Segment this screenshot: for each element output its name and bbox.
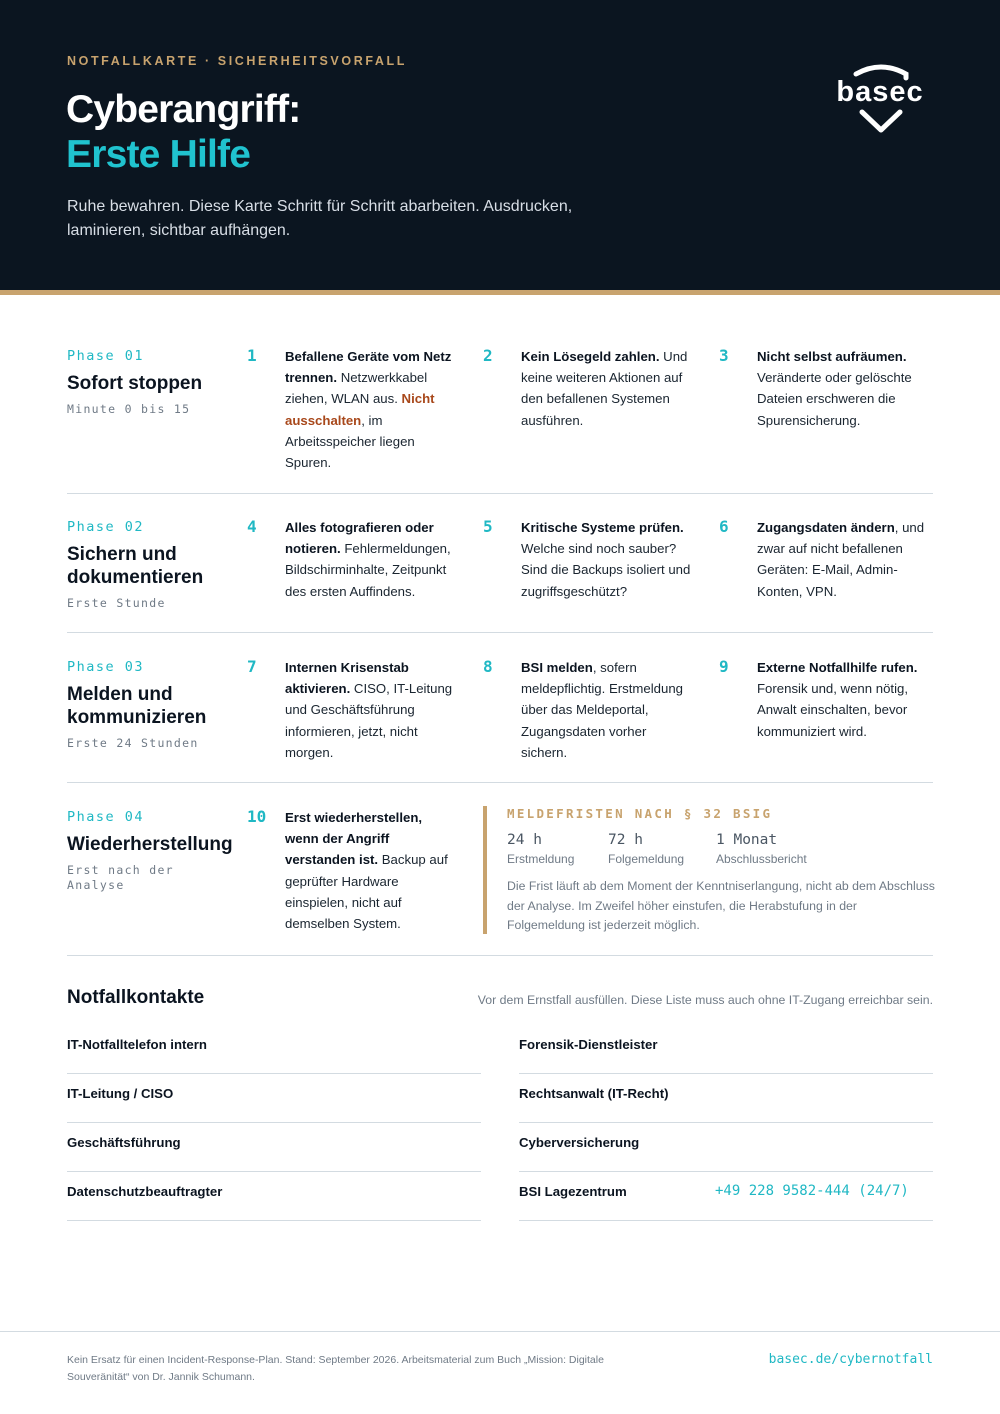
phase-subtitle: Erst nach der Analyse — [67, 863, 174, 892]
phase-subtitle: Minute 0 bis 15 — [67, 402, 191, 416]
logo — [826, 62, 936, 134]
phase-title: Sichern und dokumentieren — [67, 544, 204, 588]
contact-row — [519, 1073, 933, 1123]
header-divider — [0, 290, 1000, 295]
contact-label: Geschäftsführung — [67, 1135, 181, 1150]
step-number: 6 — [719, 517, 729, 536]
contacts-note: Vor dem Ernstfall ausfüllen. Diese Liste muss auch ohne IT-Zugang erreichbar sein. — [477, 993, 933, 1007]
phase-title: Sofort stoppen — [67, 373, 203, 394]
contact-row — [67, 1122, 481, 1172]
divider — [67, 955, 933, 956]
step-text: Internen Krisenstab aktivieren. CISO, IT-Leitung und Geschäftsführung informieren, jetzt, nicht morgen. — [285, 660, 453, 760]
contacts-title: Notfallkontakte — [67, 987, 205, 1008]
deadline-value: 24 h — [507, 832, 542, 848]
step-text: Kein Lösegeld zahlen. Und keine weiteren Aktionen auf den befallenen Systemen ausführen. — [521, 349, 688, 428]
bsi-phone-number: +49 228 9582-444 (24/7) — [715, 1183, 909, 1199]
step-number: 5 — [483, 517, 493, 536]
phase-label: Phase 03 — [67, 659, 145, 675]
contact-label: Datenschutzbeauftragter — [67, 1184, 223, 1199]
contact-row — [519, 1024, 933, 1074]
deadline-item — [716, 832, 807, 866]
phase-title: Wiederherstellung — [67, 834, 233, 855]
step-number: 3 — [719, 346, 729, 365]
phase-subtitle: Erste 24 Stunden — [67, 736, 199, 750]
divider — [67, 782, 933, 783]
step-number: 4 — [247, 517, 257, 536]
deadline-value: 1 Monat — [716, 832, 778, 848]
step-number: 9 — [719, 657, 729, 676]
contact-label: IT-Notfalltelefon intern — [67, 1037, 207, 1052]
contact-label: Rechtsanwalt (IT-Recht) — [519, 1086, 669, 1101]
page-title: Cyberangriff: — [66, 88, 301, 131]
header — [0, 0, 1000, 290]
deadline-value: 72 h — [608, 832, 643, 848]
footer-link[interactable]: basec.de/cybernotfall — [768, 1352, 933, 1367]
step-text: Nicht selbst aufräumen. Veränderte oder gelöschte Dateien erschweren die Spurensicherung. — [757, 349, 912, 428]
eyebrow: NOTFALLKARTE · SICHERHEITSVORFALL — [67, 54, 407, 68]
step-number: 7 — [247, 657, 257, 676]
warning-text: Nicht ausschalten — [285, 391, 435, 428]
phase-title: Melden und kommunizieren — [67, 684, 207, 728]
divider — [67, 632, 933, 633]
deadline-item — [608, 832, 684, 866]
step-text: Befallene Geräte vom Netz trennen. Netzwerkkabel ziehen, WLAN aus. Nicht ausschalten, im Arbeitsspeicher liegen Spuren. — [285, 349, 452, 471]
phase-subtitle: Erste Stunde — [67, 596, 166, 610]
contact-row — [67, 1171, 481, 1221]
phase-label: Phase 02 — [67, 519, 145, 535]
step-text: Kritische Systeme prüfen. Welche sind noch sauber? Sind die Backups isoliert und zugriffsgeschützt? — [521, 520, 691, 599]
deadlines-box — [483, 806, 937, 934]
step-number: 2 — [483, 346, 493, 365]
divider — [67, 493, 933, 494]
deadlines-note: Die Frist läuft ab dem Moment der Kenntniserlangung, nicht ab dem Abschluss der Analyse. Im Zweifel höher einstufen, die Herabstufung in der Folgemeldung ist jederzeit möglich. — [507, 879, 935, 932]
phase-label: Phase 04 — [67, 809, 145, 825]
contact-row — [519, 1122, 933, 1172]
contact-label: Cyberversicherung — [519, 1135, 640, 1150]
phase-label: Phase 01 — [67, 348, 145, 364]
step-text: BSI melden, sofern meldepflichtig. Erstmeldung über das Meldeportal, Zugangsdaten vorher sichern. — [521, 660, 683, 760]
contact-label: IT-Leitung / CISO — [67, 1086, 174, 1101]
deadline-item — [507, 832, 574, 866]
deadline-label: Folgemeldung — [608, 852, 685, 866]
footer-divider — [0, 1331, 1000, 1332]
contact-label: Forensik-Dienstleister — [519, 1037, 658, 1052]
step-text: Alles fotografieren oder notieren. Fehlermeldungen, Bildschirminhalte, Zeitpunkt des ersten Auffindens. — [285, 520, 451, 599]
contact-row — [67, 1073, 481, 1123]
step-text: Erst wiederherstellen, wenn der Angriff verstanden ist. Backup auf geprüfter Hardware einspielen, nicht auf demselben System. — [285, 810, 448, 932]
contact-row — [67, 1024, 481, 1074]
intro-text: Ruhe bewahren. Diese Karte Schritt für Schritt abarbeiten. Ausdrucken, laminieren, sichtbar aufhängen. — [67, 198, 573, 239]
deadlines-title: MELDEFRISTEN NACH § 32 BSIG — [507, 806, 773, 821]
step-number: 1 — [247, 346, 257, 365]
step-number: 10 — [247, 807, 267, 826]
contact-label: BSI Lagezentrum — [519, 1184, 627, 1199]
step-number: 8 — [483, 657, 493, 676]
step-text: Externe Notfallhilfe rufen. Forensik und, wenn nötig, Anwalt einschalten, bevor kommuniziert wird. — [757, 660, 918, 739]
contact-row — [519, 1171, 933, 1221]
page-title-accent: Erste Hilfe — [66, 133, 251, 176]
footer-note: Kein Ersatz für einen Incident-Response-Plan. Stand: September 2026. Arbeitsmaterial zum Buch „Mission: Digitale Souveränität“ von Dr. Jannik Schumann. — [67, 1354, 604, 1383]
logo-text: basec — [836, 76, 924, 108]
deadline-label: Abschlussbericht — [716, 852, 807, 866]
deadline-label: Erstmeldung — [507, 852, 575, 866]
step-text: Zugangsdaten ändern, und zwar auf nicht befallenen Geräten: E-Mail, Admin-Konten, VPN. — [757, 520, 925, 599]
